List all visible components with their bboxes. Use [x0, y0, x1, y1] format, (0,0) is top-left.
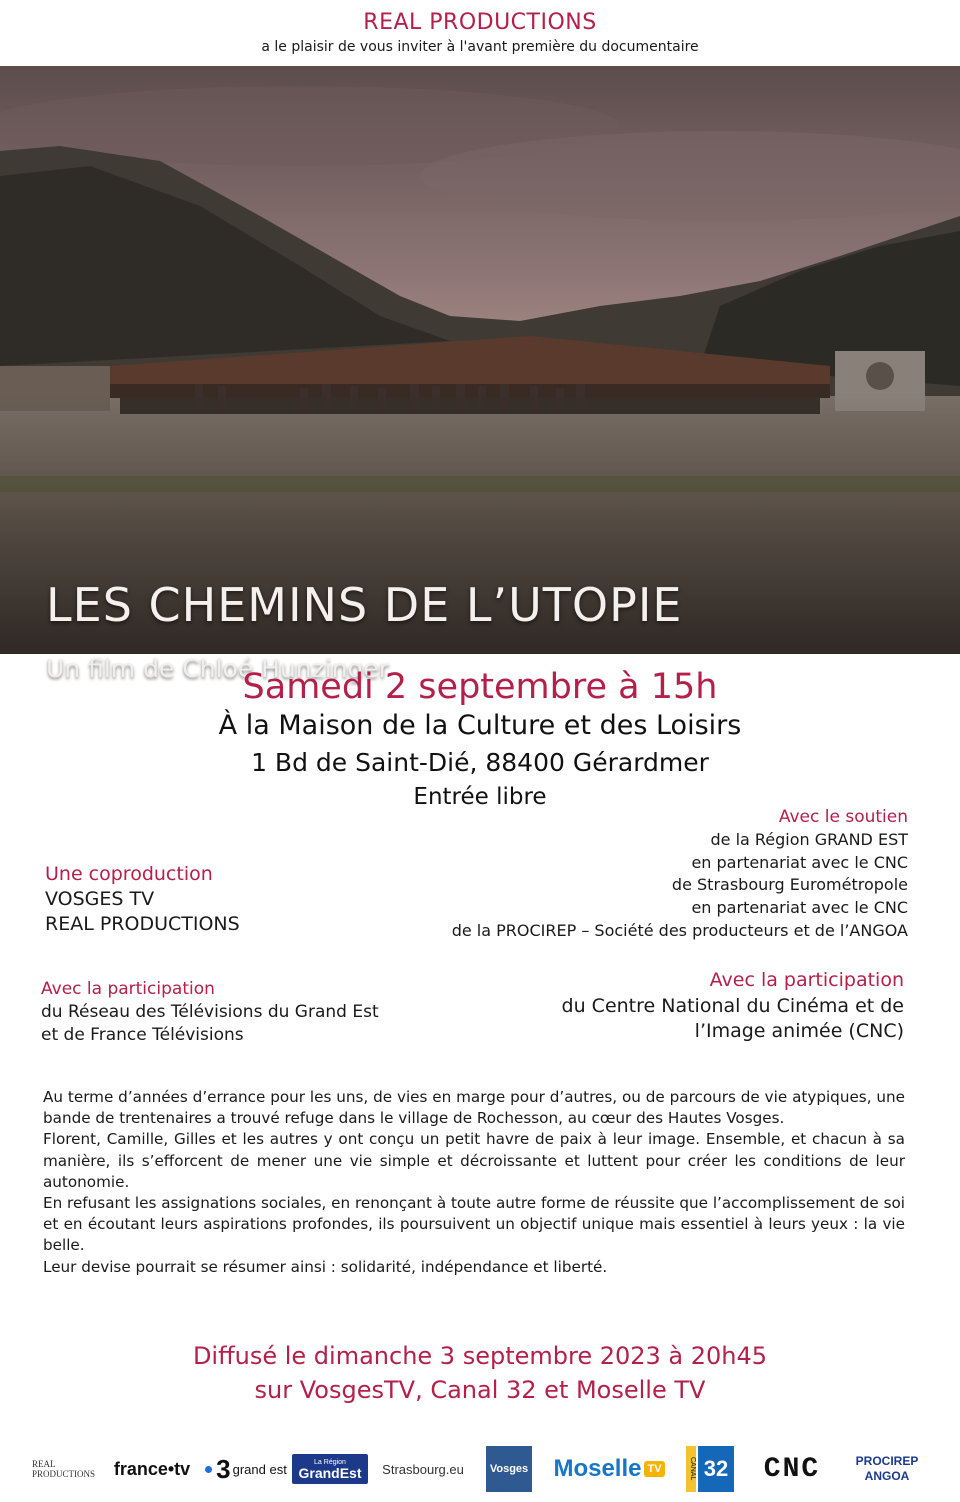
grand-est-logo — [292, 1454, 368, 1484]
procirep-angoa-logo — [846, 1444, 928, 1494]
synopsis-paragraph: Au terme d’années d’errance pour les uns, de vies en marge pour d’autres, ou de parcours de vie atypiques, une bande de trentenaires a trouvé refuge dans le village de Rochesson, au cœur des Hautes Vosges. — [43, 1088, 905, 1128]
francetv-logo: france•tv — [113, 1458, 191, 1479]
participation-left-label: Avec la participation — [41, 979, 215, 999]
support-line: de la PROCIREP – Société des producteurs et de l’ANGOA — [451, 920, 908, 940]
event-entry: Entrée libre — [413, 784, 547, 810]
coproduction-label: Une coproduction — [45, 863, 213, 885]
cnc-logo: CNC — [763, 1453, 821, 1485]
landscape-photo — [0, 66, 960, 654]
vosges-tv-logo: Vosges — [486, 1446, 532, 1492]
participation-left-block — [41, 978, 379, 1047]
moselle-text: Moselle — [553, 1455, 642, 1482]
synopsis-paragraph: Leur devise pourrait se résumer ainsi : solidarité, indépendance et liberté. — [43, 1257, 608, 1276]
header — [0, 0, 960, 66]
canal-number: 32 — [698, 1446, 734, 1492]
support-line: de Strasbourg Eurométropole — [671, 875, 908, 895]
event-venue: À la Maison de la Culture et des Loisirs — [218, 710, 742, 741]
support-line: de la Région GRAND EST — [710, 829, 908, 849]
film-author: Un film de Chloé Hunzinger — [46, 654, 390, 683]
canal-side-text: CANAL — [686, 1446, 696, 1492]
real-productions-logo — [32, 1444, 94, 1494]
brand-name: REAL PRODUCTIONS — [363, 10, 597, 35]
moselle-tv-badge: TV — [644, 1461, 664, 1477]
coproduction-block — [45, 862, 240, 937]
moselle-tv-logo — [544, 1444, 674, 1494]
participation-left-line: du Réseau des Télévisions du Grand Est — [41, 1002, 379, 1022]
coproducer: REAL PRODUCTIONS — [45, 913, 240, 935]
france3-logo — [204, 1444, 288, 1494]
grand-est-main: GrandEst — [298, 1464, 362, 1481]
synopsis-paragraph: Florent, Camille, Gilles et les autres y ont conçu un petit havre de paix à leur image. Ensemble, et chacun à sa manière, ils s’efforcent de mener une vie simple et décroissante et luttent pour créer les conditions de leur autonomie. — [43, 1130, 905, 1191]
grand-est-small: La Région — [314, 1458, 346, 1466]
real-logo-text: REAL — [32, 1459, 56, 1469]
procirep-text: PROCIREP — [855, 1454, 919, 1468]
france3-region: grand est — [232, 1461, 287, 1477]
support-line: en partenariat avec le CNC — [691, 898, 908, 918]
france3-number: 3 — [216, 1453, 231, 1484]
real-logo-subtext: PRODUCTIONS — [32, 1469, 96, 1479]
canal32-logo — [686, 1446, 736, 1492]
participation-right-label: Avec la participation — [709, 969, 904, 991]
broadcast-date: Diffusé le dimanche 3 septembre 2023 à 20h45 — [192, 1342, 768, 1370]
event-date: Samedi 2 septembre à 15h — [242, 667, 718, 707]
support-label: Avec le soutien — [778, 807, 908, 827]
synopsis-paragraph: En refusant les assignations sociales, en renonçant à toute autre forme de réussite que l’accomplissement de soi et en écoutant leurs aspirations profondes, ils poursuivent un objectif unique mais essentiel à leurs yeux : la vie belle. — [43, 1194, 905, 1255]
coproducer: VOSGES TV — [45, 888, 155, 910]
participation-right-line: du Centre National du Cinéma et de — [561, 994, 904, 1017]
support-block — [452, 806, 908, 943]
participation-right-line: l’Image animée (CNC) — [694, 1020, 904, 1042]
support-line: en partenariat avec le CNC — [691, 852, 908, 872]
invitation-text: a le plaisir de vous inviter à l'avant première du documentaire — [261, 39, 699, 55]
hero-image — [0, 66, 960, 683]
angoa-text: ANGOA — [864, 1469, 910, 1483]
participation-left-line: et de France Télévisions — [41, 1025, 244, 1045]
synopsis — [43, 1087, 905, 1278]
participation-right-block — [562, 968, 904, 1045]
strasbourg-logo: Strasbourg.eu — [382, 1461, 464, 1477]
france3-dot-icon — [205, 1466, 212, 1473]
broadcast-channels: sur VosgesTV, Canal 32 et Moselle TV — [254, 1376, 706, 1404]
event-address: 1 Bd de Saint-Dié, 88400 Gérardmer — [251, 748, 709, 777]
film-title: LES CHEMINS DE L’UTOPIE — [46, 578, 683, 632]
partner-logos — [30, 1444, 930, 1494]
